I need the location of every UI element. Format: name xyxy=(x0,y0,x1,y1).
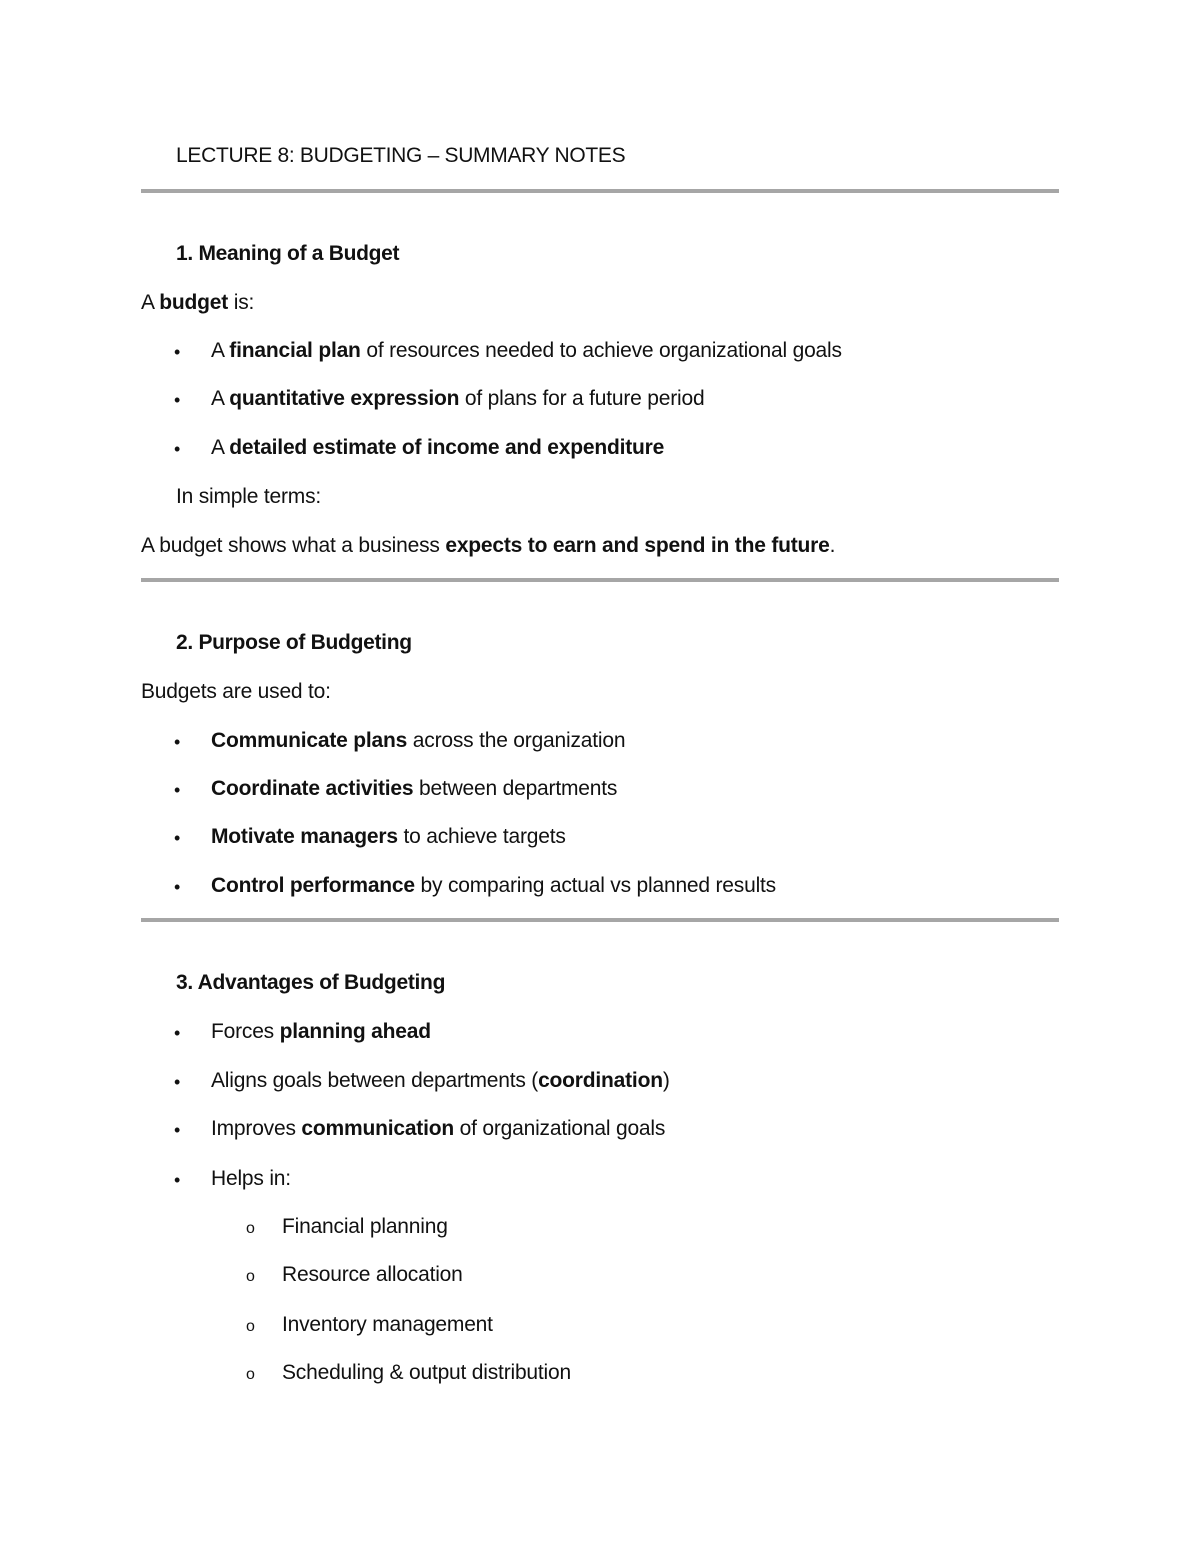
sub-bullet-glyph: o xyxy=(246,1366,255,1383)
sub-list-item: Inventory management xyxy=(282,1313,493,1336)
sub-bullet-glyph: o xyxy=(246,1268,255,1285)
bullet-glyph: • xyxy=(174,1023,181,1043)
bullet-glyph: • xyxy=(174,1120,181,1140)
section-intro: A budget is: xyxy=(141,291,255,314)
list-item: Aligns goals between departments (coordination) xyxy=(211,1069,670,1092)
list-item: Coordinate activities between departments xyxy=(211,777,618,800)
list-item: Communicate plans across the organization xyxy=(211,729,626,752)
list-item: Improves communication of organizational goals xyxy=(211,1117,666,1140)
bullet-glyph: • xyxy=(174,439,181,459)
bullet-glyph: • xyxy=(174,1170,181,1190)
simple-terms-label: In simple terms: xyxy=(176,485,321,508)
list-item: Motivate managers to achieve targets xyxy=(211,825,566,848)
section-heading: 2. Purpose of Budgeting xyxy=(176,631,412,654)
bullet-glyph: • xyxy=(174,828,181,848)
sub-bullet-glyph: o xyxy=(246,1220,255,1237)
section-heading: 3. Advantages of Budgeting xyxy=(176,971,446,994)
list-item: Forces planning ahead xyxy=(211,1020,431,1043)
list-item: Control performance by comparing actual vs planned results xyxy=(211,874,776,897)
bullet-glyph: • xyxy=(174,1072,181,1092)
list-item: Helps in: xyxy=(211,1167,291,1190)
sub-bullet-glyph: o xyxy=(246,1318,255,1335)
summary-line: A budget shows what a business expects to earn and spend in the future. xyxy=(141,534,836,557)
divider-rule xyxy=(141,189,1059,193)
sub-list-item: Resource allocation xyxy=(282,1263,463,1286)
divider-rule xyxy=(141,578,1059,582)
section-intro: Budgets are used to: xyxy=(141,680,331,703)
list-item: A financial plan of resources needed to achieve organizational goals xyxy=(211,339,842,362)
list-item: A detailed estimate of income and expenditure xyxy=(211,436,665,459)
divider-rule xyxy=(141,918,1059,922)
bullet-glyph: • xyxy=(174,390,181,410)
list-item: A quantitative expression of plans for a future period xyxy=(211,387,705,410)
sub-list-item: Financial planning xyxy=(282,1215,448,1238)
document-title: LECTURE 8: BUDGETING – SUMMARY NOTES xyxy=(176,144,626,167)
bullet-glyph: • xyxy=(174,732,181,752)
bullet-glyph: • xyxy=(174,877,181,897)
sub-list-item: Scheduling & output distribution xyxy=(282,1361,571,1384)
section-heading: 1. Meaning of a Budget xyxy=(176,242,400,265)
bullet-glyph: • xyxy=(174,342,181,362)
bullet-glyph: • xyxy=(174,780,181,800)
